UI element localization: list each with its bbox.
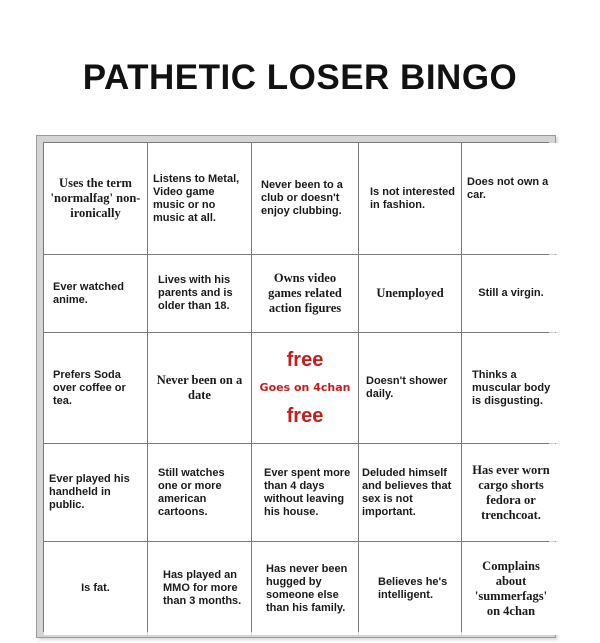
bingo-cell-text: Has ever worn cargo shorts fedora or trenchcoat. bbox=[472, 462, 550, 522]
bingo-cell-text: Lives with his parents and is older than 18. bbox=[158, 274, 233, 312]
bingo-cell[interactable] bbox=[462, 333, 560, 443]
bingo-cell-text: Deluded himself and believes that sex is not important. bbox=[362, 466, 452, 518]
bingo-cell[interactable] bbox=[44, 333, 147, 443]
bingo-cell-text: Is fat. bbox=[81, 582, 110, 594]
bingo-cell-text: Prefers Soda over coffee or tea. bbox=[53, 368, 126, 407]
bingo-cell[interactable] bbox=[359, 143, 461, 254]
bingo-cell-text: Ever spent more than 4 days without leaving his house. bbox=[264, 466, 351, 518]
bingo-cell[interactable] bbox=[252, 255, 358, 332]
bingo-cell-text: Never been to a club or doesn't enjoy clubbing. bbox=[261, 179, 343, 217]
bingo-board bbox=[36, 135, 556, 638]
page-title: PATHETIC LOSER BINGO bbox=[82, 58, 518, 97]
bingo-cell-text: Listens to Metal, Video game music or no music at all. bbox=[153, 172, 240, 224]
bingo-cell-text: Doesn't shower daily. bbox=[366, 375, 448, 400]
bingo-cell[interactable] bbox=[148, 333, 251, 443]
free-label-bottom: free bbox=[286, 405, 324, 427]
bingo-cell-text: Ever played his handheld in public. bbox=[49, 473, 130, 511]
bingo-cell-text: Complains about 'summerfags' on 4chan bbox=[474, 558, 548, 618]
bingo-cell[interactable] bbox=[252, 444, 358, 541]
bingo-cell[interactable] bbox=[148, 444, 251, 541]
bingo-cell[interactable] bbox=[252, 143, 358, 254]
bingo-cell-text: Has never been hugged by someone else than his family. bbox=[266, 562, 348, 614]
bingo-cell-text: Does not own a car. bbox=[467, 176, 549, 201]
bingo-cell-text: Unemployed bbox=[376, 286, 444, 300]
bingo-cell[interactable] bbox=[359, 255, 461, 332]
bingo-cell-text: Owns video games related action figures bbox=[268, 271, 342, 315]
bingo-cell[interactable] bbox=[252, 542, 358, 635]
bingo-cell[interactable] bbox=[462, 542, 560, 635]
bingo-cell[interactable] bbox=[462, 143, 560, 254]
bingo-cell[interactable] bbox=[148, 255, 251, 332]
bingo-cell[interactable] bbox=[44, 255, 147, 332]
bingo-cell[interactable] bbox=[148, 542, 251, 635]
bingo-grid bbox=[43, 142, 549, 632]
bingo-cell[interactable] bbox=[462, 444, 560, 541]
free-label-top: free bbox=[286, 349, 324, 371]
free-space-cell[interactable] bbox=[252, 333, 358, 443]
bingo-cell-text: Believes he's intelligent. bbox=[378, 575, 448, 601]
bingo-cell-text: Thinks a muscular body is disgusting. bbox=[472, 368, 551, 407]
bingo-cell[interactable] bbox=[44, 542, 147, 635]
bingo-cell[interactable] bbox=[148, 143, 251, 254]
bingo-cell[interactable] bbox=[462, 255, 560, 332]
bingo-cell-text: Is not interested in fashion. bbox=[370, 185, 455, 211]
bingo-cell-text: Never been on a date bbox=[156, 373, 243, 402]
free-space-caption: Goes on 4chan bbox=[259, 381, 351, 394]
bingo-cell-text: Still watches one or more american cartoons. bbox=[158, 466, 225, 518]
bingo-cell-text: Uses the term 'normalfag' non-ironically bbox=[50, 176, 141, 220]
bingo-cell[interactable] bbox=[44, 444, 147, 541]
bingo-cell[interactable] bbox=[359, 333, 461, 443]
bingo-cell-text: Ever watched anime. bbox=[53, 280, 124, 306]
bingo-cell[interactable] bbox=[359, 542, 461, 635]
bingo-cell[interactable] bbox=[44, 143, 147, 254]
bingo-cell-text: Still a virgin. bbox=[478, 287, 544, 299]
bingo-cell[interactable] bbox=[359, 444, 461, 541]
bingo-cell-text: Has played an MMO for more than 3 months. bbox=[163, 569, 242, 607]
